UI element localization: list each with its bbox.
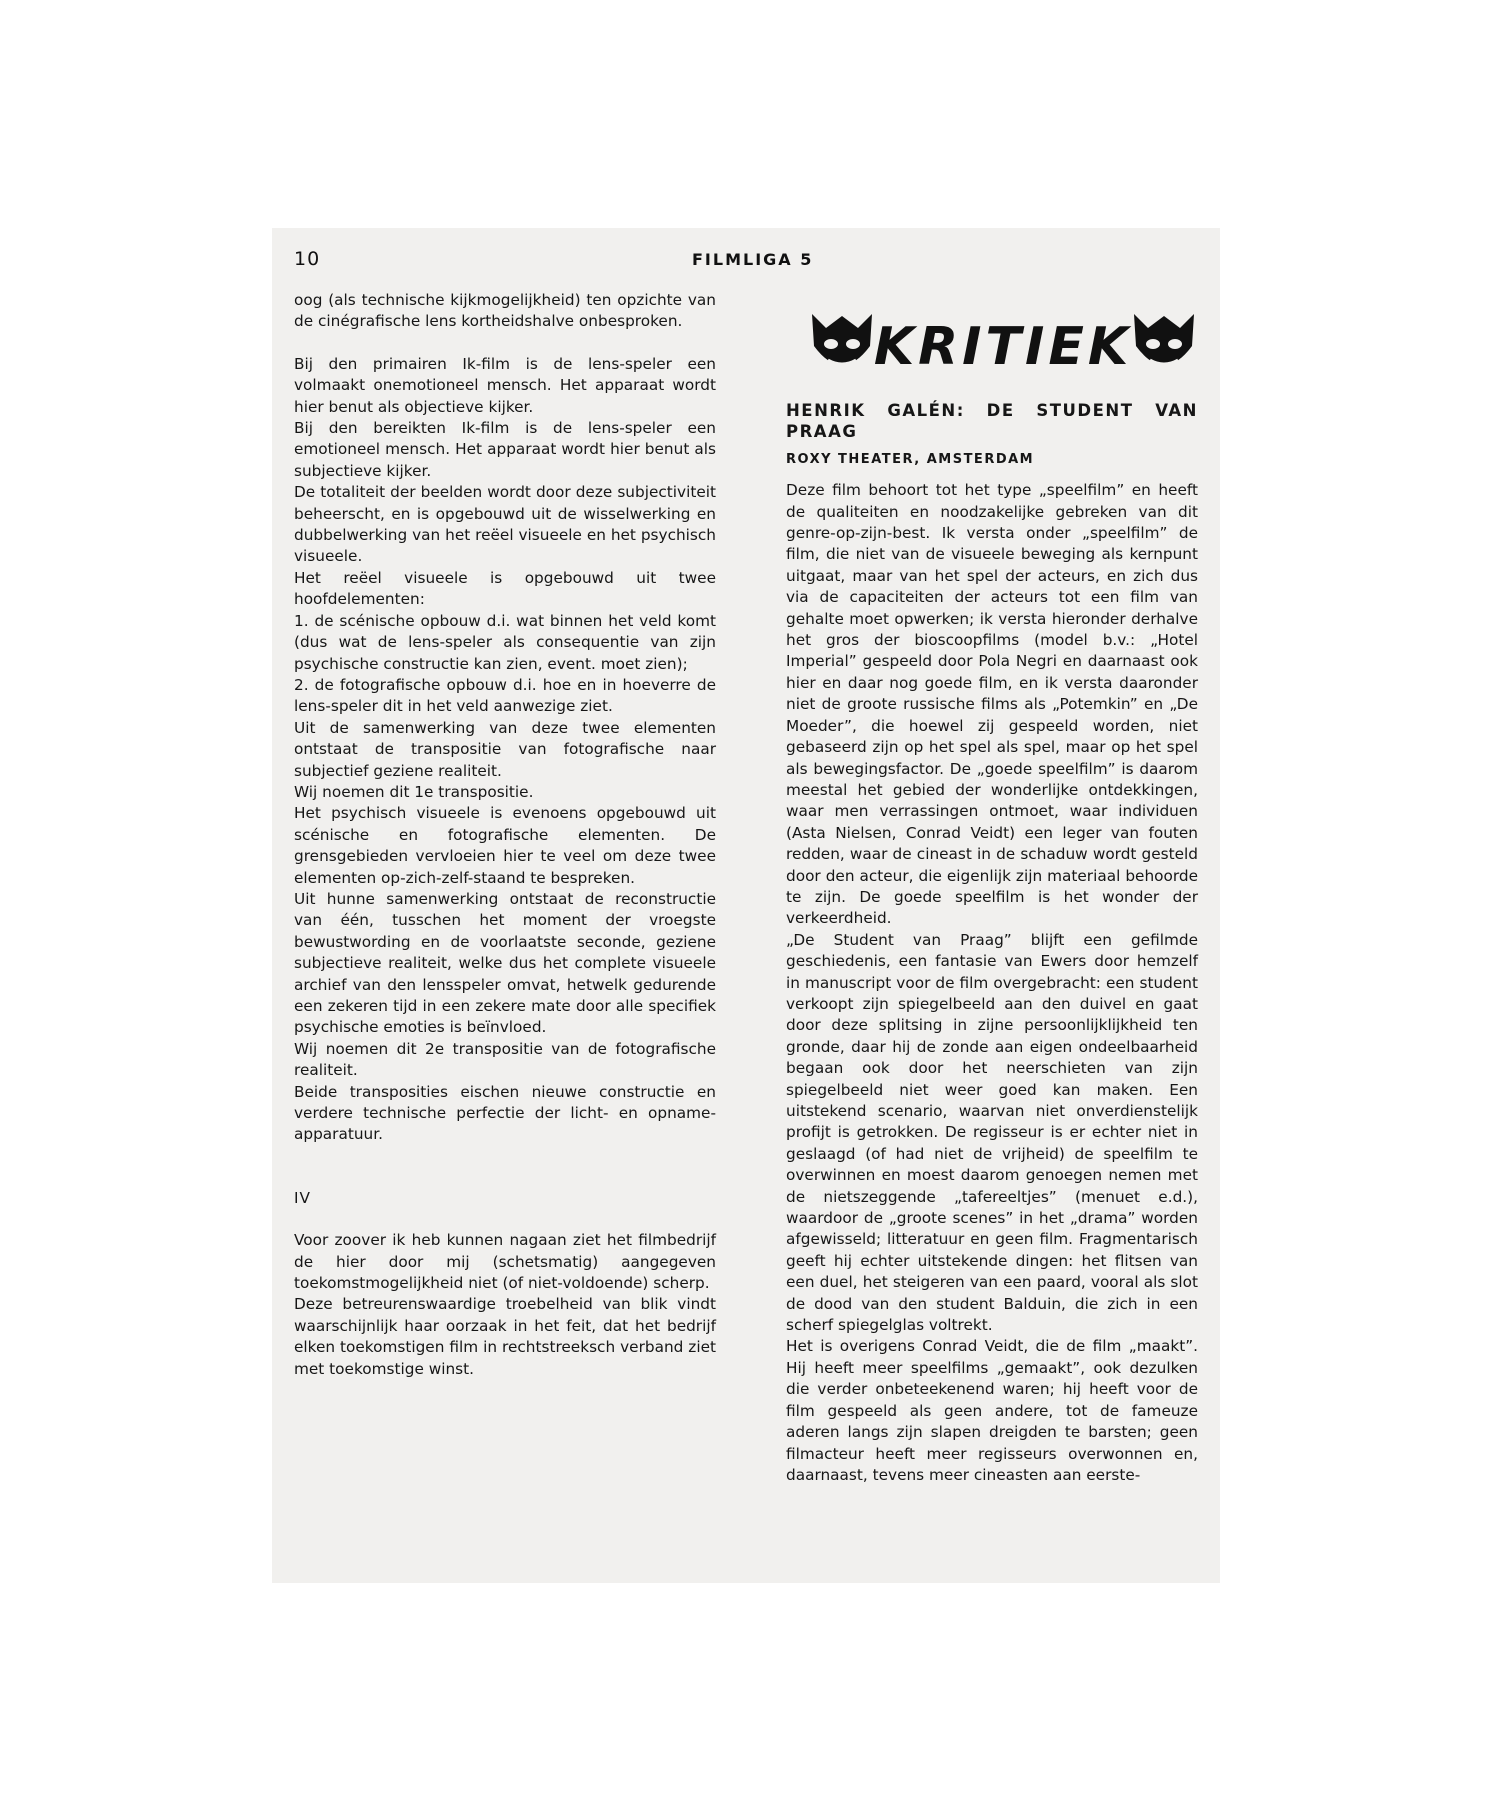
kritiek-logo <box>804 306 1202 384</box>
devil-mask-icon-left <box>812 314 872 365</box>
review-venue: ROXY THEATER, AMSTERDAM <box>786 451 1035 467</box>
paragraph: Bij den bereikten Ik-film is de lens-speler een emotioneel mensch. Het apparaat wordt hier benut als subjectieve kijker. <box>294 419 716 480</box>
page-number: 10 <box>294 248 321 270</box>
paragraph: Deze betreurenswaardige troebelheid van blik vindt waarschijnlijk haar oorzaak in het feit, dat het bedrijf elken toekomstigen film in rechtstreeksch verband ziet met toekomstige winst. <box>294 1295 716 1378</box>
publication-title: FILMLIGA 5 <box>692 250 814 269</box>
section-heading: IV <box>294 1188 311 1207</box>
review-title: HENRIK GALÉN: DE STUDENT VAN PRAAG <box>786 401 1198 442</box>
paragraph: Uit hunne samenwerking ontstaat de reconstructie van één, tusschen het moment der vroegste bewustwording en de voorlaatste seconde, geziene subjectieve realiteit, welke dus het complete visueele archief van den lensspeler omvat, hetwelk gedurende een zekeren tijd in een zekere mate door alle specifiek psychische emoties is beïnvloed. <box>294 889 716 1037</box>
paragraph: Het is overigens Conrad Veidt, die de film „maakt”. Hij heeft meer speelfilms „gemaakt”, ook dezulken die verder onbeteekenend waren; hij heeft voor de film gespeeld als geen andere, tot de fameuze aderen langs zijn slapen dreigden te barsten; geen filmacteur heeft meer regisseurs overwonnen en, daarnaast, tevens meer cineasten aan eerste- <box>786 1337 1198 1484</box>
paragraph: De totaliteit der beelden wordt door deze subjectiviteit beheerscht, en is opgebouwd uit de wisselwerking en dubbelwerking van het reëel visueele en het psychisch visueele. <box>294 483 716 566</box>
paragraph: Het reëel visueele is opgebouwd uit twee hoofdelementen: <box>294 568 716 609</box>
paragraph: Deze film behoort tot het type „speelfilm” en heeft de qualiteiten en noodzakelijke gebreken van dit genre-op-zijn-best. Ik versta onder „speelfilm” de film, die niet van de visueele beweging als kernpunt uitgaat, maar van het spel der acteurs, en zich dus via de capaciteiten der acteurs tot een film van gehalte moet opwerken; ik versta hieronder derhalve het gros der bioscoopfilms (model b.v.: „Hotel Imperial” gespeeld door Pola Negri en daarnaast ook hier en daar nog goede film, en ik versta daaronder niet de groote russische films als „Potemkin” en „De Moeder”, die hoewel zij gespeeld worden, niet gebaseerd zijn op het spel als spel, maar op het spel als bewegingsfactor. De „goede speelfilm” is daarom meestal het gebied der wonderlijke ontdekkingen, waar men verrassingen ontmoet, waar individuen (Asta Nielsen, Conrad Veidt) een leger van fouten redden, waar de cineast in de schaduw wordt gesteld door den acteur, die eigenlijk zijn materiaal behoorde te zijn. De goede speelfilm is het wonder der verkeerdheid. <box>786 481 1198 928</box>
paragraph: Wij noemen dit 1e transpositie. <box>294 782 534 801</box>
devil-mask-icon-right <box>1134 314 1194 365</box>
paragraph: „De Student van Praag” blijft een gefilmde geschiedenis, een fantasie van Ewers door hemzelf in manuscript voor de film overgebracht: een student verkoopt zijn spiegelbeeld aan den duivel en gaat door deze splitsing in zijne persoonlijklijkheid ten gronde, daar hij de zonde aan eigen ondeelbaarheid begaan ook door het neerschieten van zijn spiegelbeeld niet weer goed kan maken. Een uitstekend scenario, waarvan niet onverdienstelijk profijt is getrokken. De regisseur is er echter niet in geslaagd (of had niet de vrijheid) de speelfilm te overwinnen en moest daarom genoegen nemen met de nietszeggende „tafereeltjes” (menuet e.d.), waardoor de „groote scenes” in het „drama” worden afgewisseld; litteratuur en geen film. Fragmentarisch geeft hij echter uitstekende dingen: het flitsen van een duel, het steigeren van een paard, vooral als slot de dood van den student Balduin, die zich in een scherf spiegelglas voltrekt. <box>786 930 1198 1335</box>
paragraph: 2. de fotografische opbouw d.i. hoe en in hoeverre de lens-speler dit in het veld aanwezige ziet. <box>294 675 716 716</box>
right-column <box>786 400 1198 1486</box>
left-column <box>294 290 716 1380</box>
logo-text: KRITIEK <box>873 317 1133 377</box>
paragraph: Voor zoover ik heb kunnen nagaan ziet het filmbedrijf de hier door mij (schetsmatig) aangegeven toekomstmogelijkheid niet (of niet-voldoende) scherp. <box>294 1231 716 1293</box>
paragraph: 1. de scénische opbouw d.i. wat binnen het veld komt (dus wat de lens-speler als consequentie van zijn psychische constructie kan zien, event. moet zien); <box>294 611 716 673</box>
paragraph: Bij den primairen Ik-film is de lens-speler een volmaakt onemotioneel mensch. Het apparaat wordt hier benut als objectieve kijker. <box>294 354 716 416</box>
paragraph: Wij noemen dit 2e transpositie van de fotografische realiteit. <box>294 1039 716 1080</box>
paragraph: Beide transposities eischen nieuwe constructie en verdere technische perfectie der licht- en opname-apparatuur. <box>294 1082 716 1144</box>
paragraph: Uit de samenwerking van deze twee elementen ontstaat de transpositie van fotografische naar subjectief geziene realiteit. <box>294 718 716 780</box>
magazine-page <box>272 228 1220 1583</box>
paragraph: Het psychisch visueele is evenoens opgebouwd uit scénische en fotografische elementen. De grensgebieden vervloeien hier te veel om deze twee elementen op-zich-zelf-staand te bespreken. <box>294 804 716 887</box>
paragraph: oog (als technische kijkmogelijkheid) ten opzichte van de cinégrafische lens kortheidshalve onbesproken. <box>294 291 716 331</box>
